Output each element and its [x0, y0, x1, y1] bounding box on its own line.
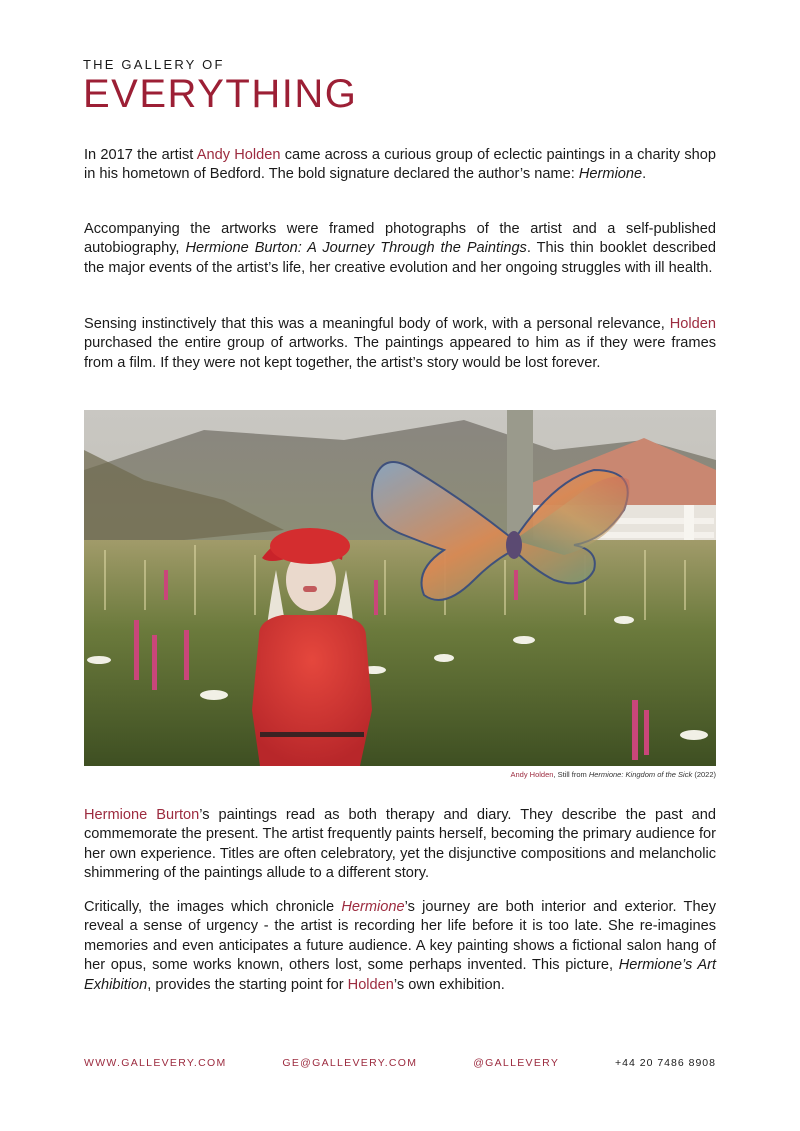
website-link[interactable]: WWW.GALLEVERY.COM	[84, 1057, 227, 1069]
artist-link[interactable]: Holden	[347, 976, 394, 993]
logo-subtitle: THE GALLERY OF	[83, 57, 225, 72]
text-run: Sensing instinctively that this was a meaningful body of work, with a personal relevance,	[84, 316, 670, 332]
caption-text: (2022)	[692, 770, 716, 779]
text-run: , provides the starting point for	[147, 976, 348, 993]
text-run: .	[642, 166, 647, 183]
gallery-logo[interactable]	[83, 58, 357, 114]
text-run: ’s own exhibition.	[393, 976, 505, 993]
text-run: In 2017 the artist	[84, 147, 197, 163]
caption-title: Hermione: Kingdom of the Sick	[588, 770, 693, 779]
artist-link[interactable]: Andy Holden	[196, 147, 281, 163]
paragraph-5	[84, 898, 716, 995]
text-run: Accompanying the artworks were framed photographs of the artist and a self-published autobiography,	[84, 221, 716, 257]
logo-title: EVERYTHING	[83, 72, 358, 116]
text-run: . This thin booklet described the major events of the artist’s life, her creative evolution and her ongoing struggles with ill health.	[84, 240, 716, 276]
phone-number[interactable]: +44 20 7486 8908	[615, 1057, 716, 1069]
page-footer	[84, 1057, 716, 1069]
caption-artist-link[interactable]: Andy Holden	[510, 770, 554, 779]
painting-title: Hermione’s Art Exhibition	[84, 957, 716, 993]
paragraph-2	[84, 220, 716, 278]
social-handle-link[interactable]: @GALLEVERY	[473, 1057, 560, 1069]
italic-text: Hermione	[578, 166, 643, 183]
image-caption	[510, 770, 716, 779]
paragraph-4	[84, 806, 716, 884]
text-run: Critically, the images which chronicle	[84, 899, 342, 915]
text-run: ’s paintings read as both therapy and diary. They describe the past and commemorate the present. The artist frequently paints herself, becoming the primary audience for her own experience. Titles are often celebratory, yet the disjunctive compositions and melancholic shimmering of the paintings allude to a different story.	[84, 807, 716, 882]
text-run: ’s journey are both interior and exterior. They reveal a sense of urgency - the artist is recording her life before it is too late. She re-imagines memories and even anticipates a future audience. A key painting shows a fictional salon hang of her opus, some works known, others lost, some perhaps invented. This picture,	[84, 899, 716, 974]
email-link[interactable]: GE@GALLEVERY.COM	[282, 1057, 418, 1069]
artist-link[interactable]: Hermione	[341, 899, 405, 915]
text-run: purchased the entire group of artworks. The paintings appeared to him as if they were frames from a film. If they were not kept together, the artist’s story would be lost forever.	[84, 335, 716, 371]
paragraph-3	[84, 315, 716, 373]
text-run: came across a curious group of eclectic paintings in a charity shop in his hometown of Bedford. The bold signature declared the author’s name:	[84, 147, 716, 183]
artist-link[interactable]: Holden	[669, 316, 716, 332]
caption-text: , Still from	[553, 770, 589, 779]
book-title: Hermione Burton: A Journey Through the Paintings	[185, 240, 527, 257]
paragraph-1	[84, 146, 716, 185]
artist-link[interactable]: Hermione Burton	[84, 807, 200, 823]
film-still-image	[84, 410, 716, 766]
